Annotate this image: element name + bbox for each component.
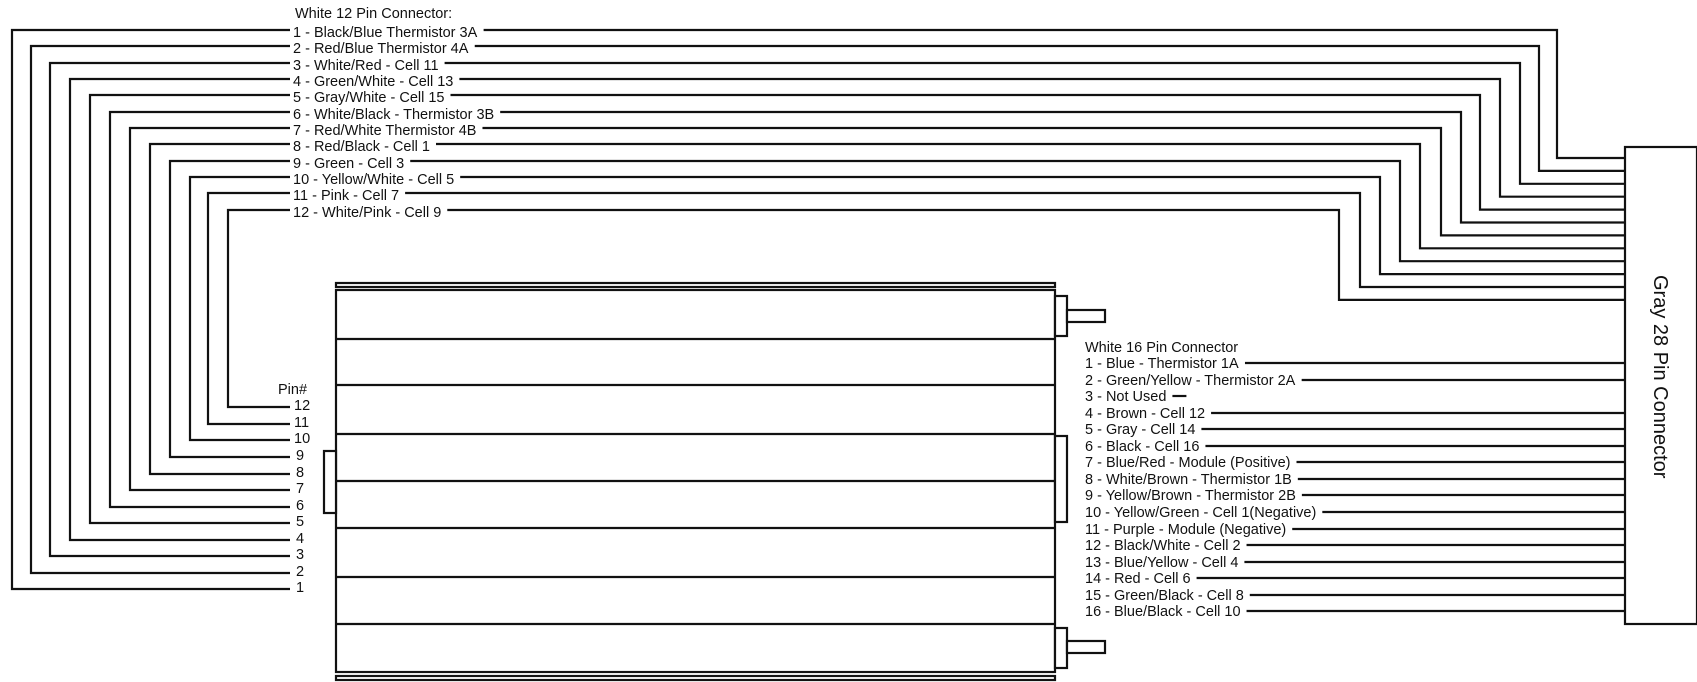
w16-pin-3-label: 3 - Not Used bbox=[1085, 389, 1167, 405]
w12-wire-right bbox=[475, 46, 1625, 171]
pin-number: 10 bbox=[294, 431, 311, 447]
white-16-pin-housing bbox=[1055, 436, 1067, 522]
pin-number: 4 bbox=[296, 531, 305, 547]
terminal-top-post bbox=[1067, 310, 1105, 322]
w12-wire-right bbox=[445, 63, 1625, 184]
pin-number: 8 bbox=[296, 465, 305, 481]
w12-pin-8-label: 8 - Red/Black - Cell 1 bbox=[293, 139, 430, 155]
pin-number: 11 bbox=[294, 415, 310, 431]
w16-pin-10-label: 10 - Yellow/Green - Cell 1(Negative) bbox=[1085, 505, 1317, 521]
w12-pin-4-label: 4 - Green/White - Cell 13 bbox=[293, 74, 454, 90]
w12-wire-left bbox=[70, 79, 290, 540]
w12-pin-9-label: 9 - Green - Cell 3 bbox=[293, 156, 405, 172]
w12-pin-2-label: 2 - Red/Blue Thermistor 4A bbox=[293, 41, 469, 57]
w12-wire-left bbox=[170, 161, 290, 457]
terminal-bottom-post bbox=[1067, 641, 1105, 653]
w12-wire-left bbox=[130, 128, 290, 490]
white-12-pin-title: White 12 Pin Connector: bbox=[295, 6, 453, 22]
battery-module bbox=[324, 283, 1105, 680]
w16-pin-11-label: 11 - Purple - Module (Negative) bbox=[1085, 522, 1287, 538]
w16-pin-6-label: 6 - Black - Cell 16 bbox=[1085, 439, 1200, 455]
pin-number: 9 bbox=[296, 448, 305, 464]
pin-number: 12 bbox=[294, 398, 311, 414]
w16-pin-12-label: 12 - Black/White - Cell 2 bbox=[1085, 538, 1241, 554]
w16-pin-4-label: 4 - Brown - Cell 12 bbox=[1085, 406, 1206, 422]
w12-pin-5-label: 5 - Gray/White - Cell 15 bbox=[293, 90, 445, 106]
pin-number: 5 bbox=[296, 514, 305, 530]
w12-wire-left bbox=[110, 112, 290, 507]
w16-pin-9-label: 9 - Yellow/Brown - Thermistor 2B bbox=[1085, 488, 1296, 504]
terminal-top-bracket bbox=[1055, 296, 1067, 336]
w12-pin-6-label: 6 - White/Black - Thermistor 3B bbox=[293, 107, 495, 123]
w12-wire-right bbox=[459, 79, 1625, 197]
gray-28-pin-label: Gray 28 Pin Connector bbox=[1649, 275, 1671, 479]
w12-pin-11-label: 11 - Pink - Cell 7 bbox=[293, 188, 400, 204]
w16-pin-5-label: 5 - Gray - Cell 14 bbox=[1085, 422, 1196, 438]
w16-pin-16-label: 16 - Blue/Black - Cell 10 bbox=[1085, 604, 1241, 620]
terminal-bottom-bracket bbox=[1055, 628, 1067, 668]
pin-number: 3 bbox=[296, 547, 305, 563]
w16-pin-14-label: 14 - Red - Cell 6 bbox=[1085, 571, 1191, 587]
w12-wire-right bbox=[436, 144, 1625, 248]
w12-pin-7-label: 7 - Red/White Thermistor 4B bbox=[293, 123, 477, 139]
w12-pin-3-label: 3 - White/Red - Cell 11 bbox=[293, 58, 439, 74]
w12-wire-left bbox=[190, 177, 290, 440]
w16-pin-2-label: 2 - Green/Yellow - Thermistor 2A bbox=[1085, 373, 1296, 389]
module-top-strip bbox=[336, 283, 1055, 287]
w16-pin-1-label: 1 - Blue - Thermistor 1A bbox=[1085, 356, 1239, 372]
w16-pin-15-label: 15 - Green/Black - Cell 8 bbox=[1085, 588, 1244, 604]
module-bottom-strip bbox=[336, 676, 1055, 680]
white-12-pin-labels bbox=[293, 6, 494, 221]
pin-number: 2 bbox=[296, 564, 305, 580]
pin-number: 7 bbox=[296, 481, 305, 497]
w16-pin-7-label: 7 - Blue/Red - Module (Positive) bbox=[1085, 455, 1291, 471]
w12-wire-right bbox=[460, 177, 1625, 274]
w12-pin-12-label: 12 - White/Pink - Cell 9 bbox=[293, 205, 442, 221]
pin-number: 1 bbox=[296, 580, 305, 596]
w12-wire-left bbox=[228, 210, 290, 407]
white-16-pin-title: White 16 Pin Connector bbox=[1085, 340, 1239, 356]
w12-pin-1-label: 1 - Black/Blue Thermistor 3A bbox=[293, 25, 478, 41]
gray-28-pin-connector bbox=[1625, 147, 1697, 624]
pin-column-title: Pin# bbox=[278, 382, 308, 398]
pin-number: 6 bbox=[296, 498, 305, 514]
w12-pin-10-label: 10 - Yellow/White - Cell 5 bbox=[293, 172, 455, 188]
w16-pin-8-label: 8 - White/Brown - Thermistor 1B bbox=[1085, 472, 1292, 488]
white-12-pin-housing bbox=[324, 451, 336, 513]
w16-pin-13-label: 13 - Blue/Yellow - Cell 4 bbox=[1085, 555, 1239, 571]
